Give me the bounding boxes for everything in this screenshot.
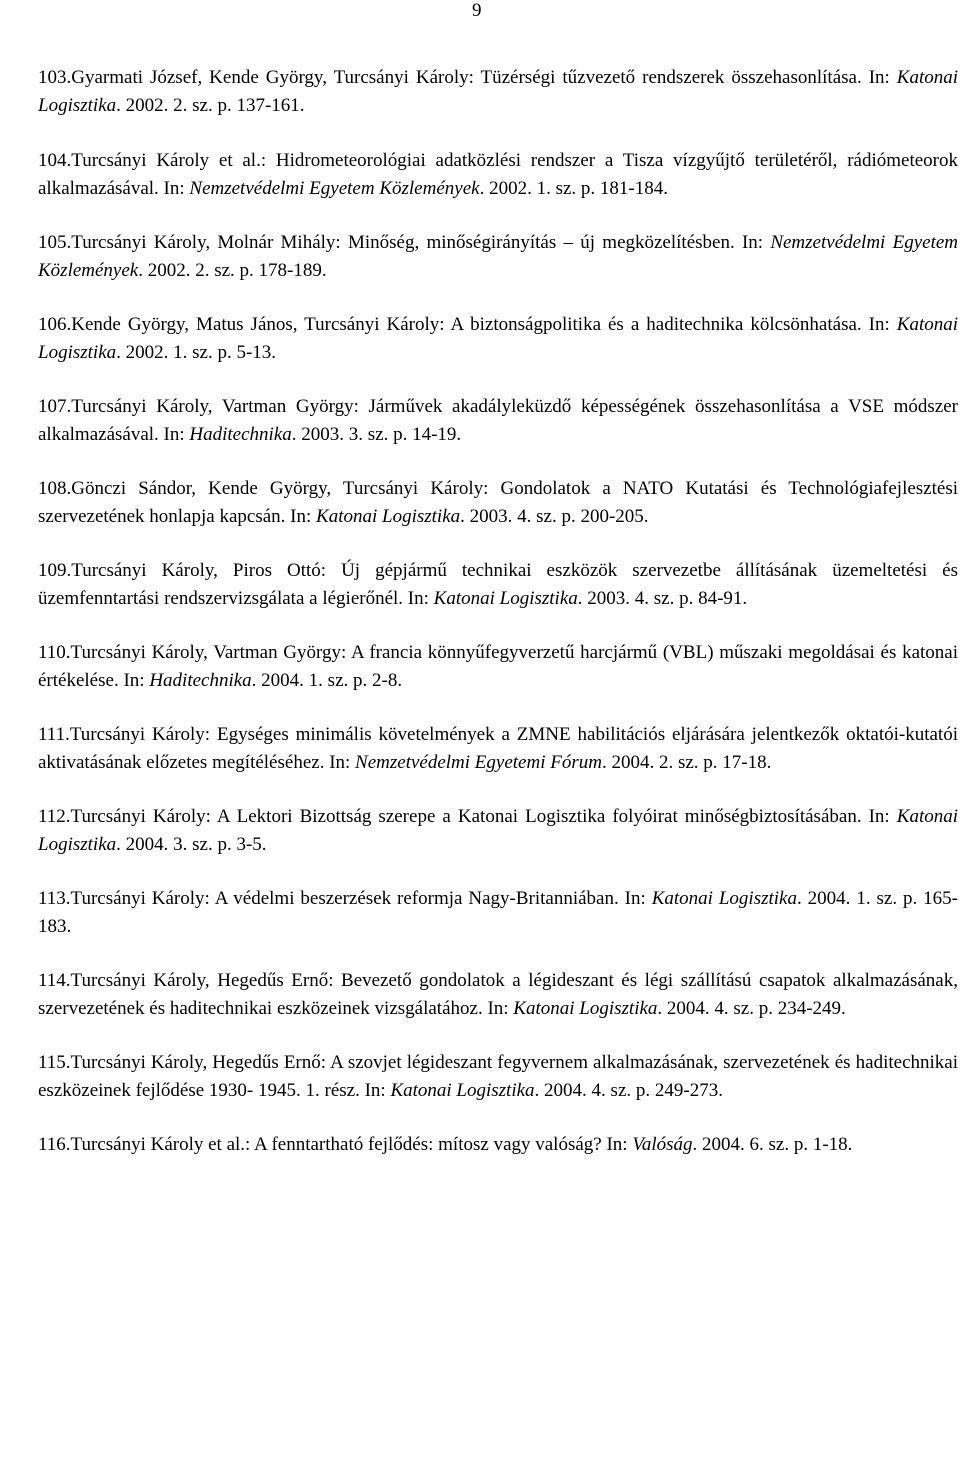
reference-text: . 2004. 1. sz. p. 2-8. xyxy=(251,669,403,691)
reference-text: Turcsányi Károly, Piros Ottó: Új gépjármű technikai eszközök szervezetbe állításának üzemeltetési és üzemfenntartási rendszervizsgálata a légierőnél. In: xyxy=(38,560,958,609)
reference-number: 114. xyxy=(38,970,71,991)
reference-item xyxy=(38,147,958,202)
reference-number: 107. xyxy=(38,396,72,417)
reference-text: . 2004. 6. sz. p. 1-18. xyxy=(692,1134,853,1155)
reference-item xyxy=(38,1131,958,1159)
page-number: 9 xyxy=(472,0,482,21)
reference-text: . 2003. 4. sz. p. 84-91. xyxy=(577,587,748,609)
reference-text: Turcsányi Károly, Vartman György: Járművek akadályleküzdő képességének összehasonlítása a VSE módszer alkalmazásával. In: xyxy=(38,396,958,445)
reference-item xyxy=(38,64,958,119)
reference-text: Turcsányi Károly: Egységes minimális követelmények a ZMNE habilitációs eljárására jelentkezők oktatói-kutatói aktivatásának előzetes megítéléséhez. In: xyxy=(38,724,958,773)
reference-publication: Katonai Logisztika xyxy=(38,314,958,363)
reference-text: . 2003. 3. sz. p. 14-19. xyxy=(291,423,462,445)
reference-item xyxy=(38,721,958,776)
reference-publication: Nemzetvédelmi Egyetemi Fórum xyxy=(355,751,602,773)
reference-publication: Katonai Logisztika xyxy=(38,67,958,116)
reference-number: 112. xyxy=(38,806,71,827)
reference-text: . 2004. 2. sz. p. 17-18. xyxy=(601,751,772,773)
reference-text: . 2004. 1. sz. p. 165-183. xyxy=(38,888,959,937)
reference-text: . 2004. 4. sz. p. 234-249. xyxy=(657,997,846,1019)
reference-text: . 2003. 4. sz. p. 200-205. xyxy=(460,505,649,527)
reference-publication: Katonai Logisztika xyxy=(513,997,658,1019)
reference-text: Turcsányi Károly et al.: Hidrometeorológiai adatközlési rendszer a Tisza vízgyűjtő területéről, rádiómeteorok alkalmazásával. In: xyxy=(38,150,958,199)
reference-publication: Katonai Logisztika xyxy=(433,587,578,609)
reference-number: 105. xyxy=(38,232,72,253)
reference-publication: Nemzetvédelmi Egyetem Közlemények xyxy=(38,232,958,281)
reference-number: 110. xyxy=(38,642,71,663)
reference-text: Turcsányi Károly et al.: A fenntartható fejlődés: mítosz vagy valóság? In: xyxy=(70,1134,633,1155)
reference-number: 104. xyxy=(38,150,72,171)
reference-text: . 2004. 3. sz. p. 3-5. xyxy=(116,833,267,855)
reference-text: Turcsányi Károly, Vartman György: A francia könnyűfegyverzetű harcjármű (VBL) műszaki megoldásai és katonai értékelése. In: xyxy=(38,642,958,691)
reference-text: . 2002. 2. sz. p. 178-189. xyxy=(138,259,327,281)
reference-item xyxy=(38,639,958,694)
reference-text: Turcsányi Károly, Hegedűs Ernő: Bevezető gondolatok a légideszant és légi szállítású csapatok alkalmazásának, szervezetének és haditechnikai eszközeinek vizsgálatához. In: xyxy=(38,970,958,1019)
reference-publication: Haditechnika xyxy=(149,669,252,691)
reference-item xyxy=(38,803,958,858)
reference-text: . 2002. 1. sz. p. 181-184. xyxy=(479,177,668,199)
reference-item xyxy=(38,393,958,448)
reference-text: Gönczi Sándor, Kende György, Turcsányi Károly: Gondolatok a NATO Kutatási és Technológiafejlesztési szervezetének honlapja kapcsán. In: xyxy=(38,478,958,527)
reference-number: 103. xyxy=(38,67,72,88)
reference-item xyxy=(38,311,958,366)
reference-number: 113. xyxy=(38,888,71,909)
reference-text: . 2002. 1. sz. p. 5-13. xyxy=(116,341,277,363)
reference-number: 109. xyxy=(38,560,72,581)
reference-text: . 2002. 2. sz. p. 137-161. xyxy=(116,94,305,116)
reference-publication: Katonai Logisztika xyxy=(390,1079,535,1101)
reference-item xyxy=(38,1049,958,1104)
reference-number: 111. xyxy=(38,724,70,745)
reference-text: Turcsányi Károly, Hegedűs Ernő: A szovjet légideszant fegyvernem alkalmazásának, szervezetének és haditechnikai eszközeinek fejlődése 1930- 1945. 1. rész. In: xyxy=(38,1052,958,1101)
reference-publication: Katonai Logisztika xyxy=(651,888,797,909)
reference-publication: Nemzetvédelmi Egyetem Közlemények xyxy=(189,177,480,199)
reference-publication: Valóság xyxy=(632,1134,693,1155)
reference-number: 106. xyxy=(38,314,72,335)
reference-item xyxy=(38,229,958,284)
reference-number: 108. xyxy=(38,478,72,499)
reference-number: 115. xyxy=(38,1052,71,1073)
reference-item xyxy=(38,967,958,1022)
reference-text: Turcsányi Károly: A védelmi beszerzések reformja Nagy-Britanniában. In: xyxy=(70,888,652,909)
reference-item xyxy=(38,885,958,940)
reference-item xyxy=(38,475,958,530)
reference-publication: Katonai Logisztika xyxy=(38,806,958,855)
reference-publication: Katonai Logisztika xyxy=(316,505,461,527)
reference-text: . 2004. 4. sz. p. 249-273. xyxy=(534,1079,723,1101)
reference-text: Kende György, Matus János, Turcsányi Károly: A biztonságpolitika és a haditechnika kölcsönhatása. In: xyxy=(71,314,897,335)
reference-publication: Haditechnika xyxy=(189,423,292,445)
reference-text: Turcsányi Károly: A Lektori Bizottság szerepe a Katonai Logisztika folyóirat minőségbiztosításában. In: xyxy=(70,806,897,827)
reference-list xyxy=(38,64,958,1159)
reference-item xyxy=(38,557,958,612)
reference-text: Gyarmati József, Kende György, Turcsányi Károly: Tüzérségi tűzvezető rendszerek összehasonlítása. In: xyxy=(71,67,897,88)
reference-number: 116. xyxy=(38,1134,71,1155)
reference-text: Turcsányi Károly, Molnár Mihály: Minőség, minőségirányítás – új megközelítésben. In: xyxy=(71,232,771,253)
